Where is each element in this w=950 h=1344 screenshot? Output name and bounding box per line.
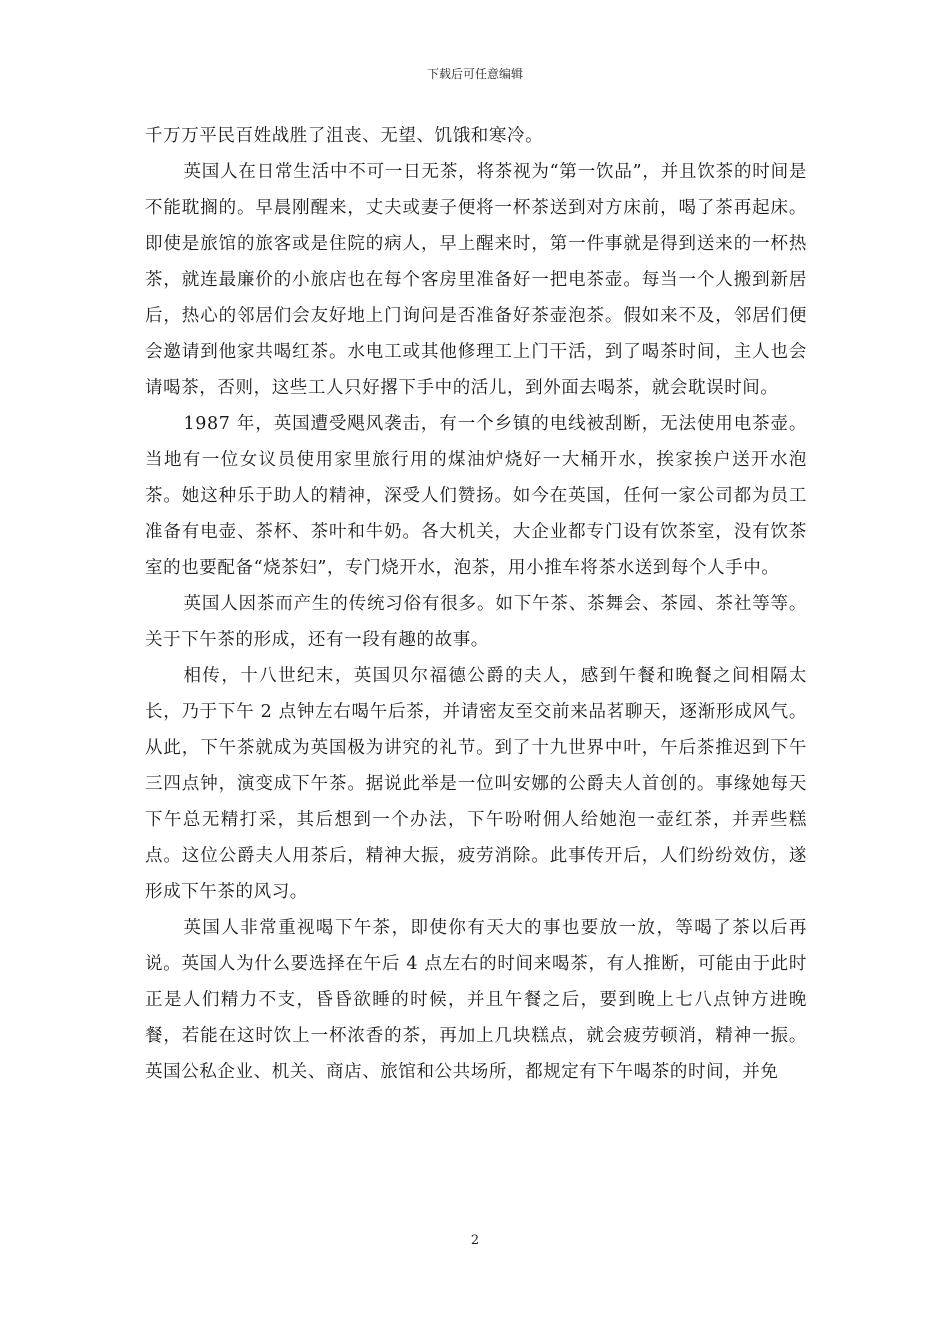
paragraph-continued: 千万万平民百姓战胜了沮丧、无望、饥饿和寒冷。 — [145, 126, 544, 146]
paragraph: 英国人因茶而产生的传统习俗有很多。如下午茶、茶舞会、茶园、茶社等等。关于下午茶的形成，还有一段有趣的故事。 — [145, 594, 807, 650]
page-header-note: 下载后可任意编辑 — [426, 67, 523, 81]
document-body — [145, 118, 807, 1090]
paragraph: 相传，十八世纪末，英国贝尔福德公爵的夫人，感到午餐和晚餐之间相隔太长，乃于下午 2 点钟左右喝午后茶，并请密友至交前来品茗聊天，逐渐形成风气。从此，下午茶就成为英国极为讲究的礼节。到了十九世界中叶，午后茶推迟到下午三四点钟，演变成下午茶。据说此举是一位叫安娜的公爵夫人首创的。事缘她每天下午总无精打采，其后想到一个办法，下午吩咐佣人给她泡一壶红茶，并弄些糕点。这位公爵夫人用茶后，精神大振，疲劳消除。此事传开后，人们纷纷效仿，遂形成下午茶的风习。 — [145, 666, 807, 902]
paragraph: 1987 年，英国遭受飓风袭击，有一个乡镇的电线被刮断，无法使用电茶壶。当地有一位女议员使用家里旅行用的煤油炉烧好一大桶开水，挨家挨户送开水泡茶。她这种乐于助人的精神，深受人们赞扬。如今在英国，任何一家公司都为员工准备有电壶、茶杯、茶叶和牛奶。各大机关，大企业都专门设有饮茶室，没有饮茶室的也要配备“烧茶妇”，专门烧开水，泡茶，用小推车将茶水送到每个人手中。 — [145, 414, 807, 578]
page-number: 2 — [470, 1233, 480, 1248]
paragraph: 英国人非常重视喝下午茶，即使你有天大的事也要放一放，等喝了茶以后再说。英国人为什么要选择在午后 4 点左右的时间来喝茶，有人推断，可能由于此时正是人们精力不支，昏昏欲睡的时候，并且午餐之后，要到晚上七八点钟方进晚餐，若能在这时饮上一杯浓香的茶，再加上几块糕点，就会疲劳顿消，精神一振。英国公私企业、机关、商店、旅馆和公共场所，都规定有下午喝茶的时间，并免 — [145, 918, 807, 1082]
paragraph: 英国人在日常生活中不可一日无茶，将茶视为“第一饮品”，并且饮茶的时间是不能耽搁的。早晨刚醒来，丈夫或妻子便将一杯茶送到对方床前，喝了茶再起床。即使是旅馆的旅客或是住院的病人，早上醒来时，第一件事就是得到送来的一杯热茶，就连最廉价的小旅店也在每个客房里准备好一把电茶壶。每当一个人搬到新居后，热心的邻居们会友好地上门询问是否准备好茶壶泡茶。假如来不及，邻居们便会邀请到他家共喝红茶。水电工或其他修理工上门干活，到了喝茶时间，主人也会请喝茶，否则，这些工人只好撂下手中的活儿，到外面去喝茶，就会耽误时间。 — [145, 162, 807, 398]
